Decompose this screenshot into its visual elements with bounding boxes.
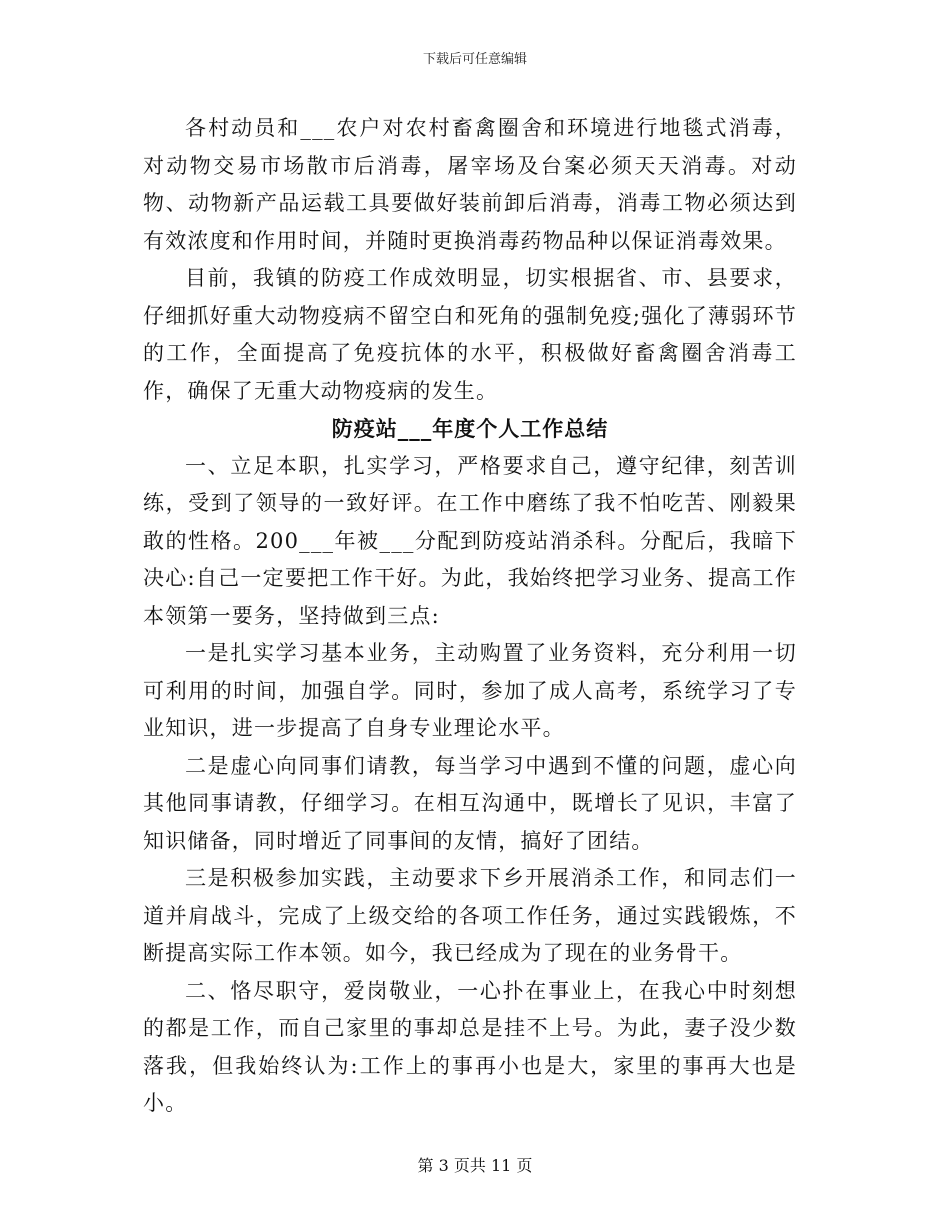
document-body [143,110,797,1123]
paragraph: 一是扎实学习基本业务，主动购置了业务资料，充分利用一切可利用的时间，加强自学。同时，参加了成人高考，系统学习了专业知识，进一步提高了自身专业理论水平。 [143,641,797,740]
page-header: 下载后可任意编辑 [422,52,527,67]
page-number-footer: 第 3 页共 11 页 [417,1156,533,1175]
paragraph: 目前，我镇的防疫工作成效明显，切实根据省、市、县要求，仔细抓好重大动物疫病不留空白和死角的强制免疫;强化了薄弱环节的工作，全面提高了免疫抗体的水平，积极做好畜禽圈舍消毒工作，确保了无重大动物疫病的发生。 [143,266,797,403]
paragraph: 一、立足本职，扎实学习，严格要求自己，遵守纪律，刻苦训练，受到了领导的一致好评。在工作中磨练了我不怕吃苦、刚毅果敢的性格。200___年被___分配到防疫站消杀科。分配后，我暗下决心:自己一定要把工作干好。为此，我始终把学习业务、提高工作本领第一要务，坚持做到三点: [143,453,797,628]
paragraph: 各村动员和___农户对农村畜禽圈舍和环境进行地毯式消毒，对动物交易市场散市后消毒，屠宰场及台案必须天天消毒。对动物、动物新产品运载工具要做好装前卸后消毒，消毒工物必须达到有效浓度和作用时间，并随时更换消毒药物品种以保证消毒效果。 [143,116,797,253]
paragraph: 二、恪尽职守，爱岗敬业，一心扑在事业上，在我心中时刻想的都是工作，而自己家里的事却总是挂不上号。为此，妻子没少数落我，但我始终认为:工作上的事再小也是大，家里的事再大也是小。 [143,978,797,1115]
paragraph: 三是积极参加实践，主动要求下乡开展消杀工作，和同志们一道并肩战斗，完成了上级交给的各项工作任务，通过实践锻炼，不断提高实际工作本领。如今，我已经成为了现在的业务骨干。 [143,866,797,965]
paragraph: 二是虚心向同事们请教，每当学习中遇到不懂的问题，虚心向其他同事请教，仔细学习。在相互沟通中，既增长了见识，丰富了知识储备，同时增近了同事间的友情，搞好了团结。 [143,753,797,853]
section-title: 防疫站___年度个人工作总结 [331,416,609,441]
